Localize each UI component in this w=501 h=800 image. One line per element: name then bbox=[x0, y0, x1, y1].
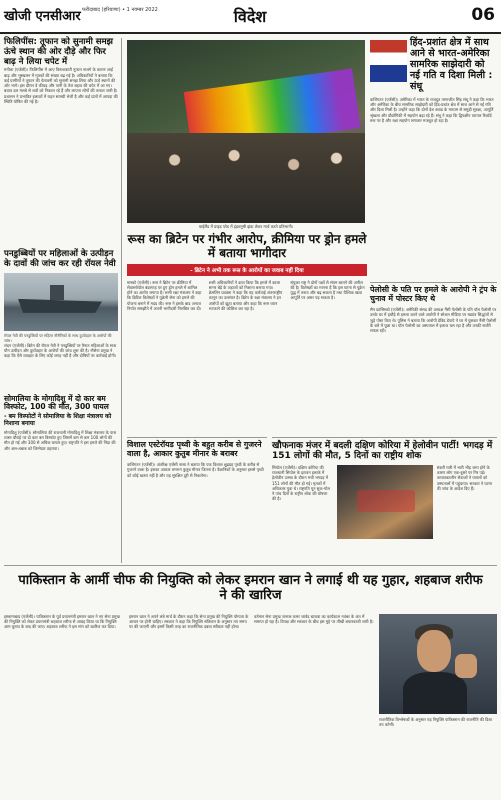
submarine-tower bbox=[50, 285, 64, 300]
pakistan-col-4: राजनीतिक विश्लेषकों के अनुसार यह नियुक्ति पाकिस्तान की राजनीति की दिशा तय करेगी। bbox=[379, 716, 493, 728]
pakistan-story bbox=[4, 568, 497, 796]
pelosi-headline: पेलोसी के पति पर हमले के आरोपी ने ट्रंप के चुनाव में पोस्टर किए थे bbox=[370, 285, 497, 303]
korea-headline: खौफनाक मंजर में बदली दक्षिण कोरिया में हेलोवीन पार्टी! भगदड़ में 151 लोगों की मौत, 5 दिनों का राष्ट्रीय शोक bbox=[272, 441, 493, 462]
korea-story bbox=[272, 437, 497, 567]
india-us-body: वाशिंगटन (एजेंसी)। अमेरिका में भारत के राजदूत तरणजीत सिंह संधू ने कहा कि भारत और अमेरिका के बीच सामरिक साझेदारी को हिंद-प्रशांत क्षेत्र में साथ आने से नई गति और दिशा मिली है। उन्होंने कहा कि दोनों देश क्वाड के माध्यम से समुद्री सुरक्षा, आपूर्ति श्रृंखला और प्रौद्योगिकी में सहयोग बढ़ा रहे हैं। संधू ने कहा कि द्विपक्षीय व्यापार रिकॉर्ड स्तर पर है और रक्षा सहयोग लगातार मजबूत हो रहा है। bbox=[370, 96, 494, 123]
submarine-hull bbox=[18, 299, 102, 313]
photo-hand bbox=[455, 654, 477, 678]
photo-caption: थाईलैंड में प्राइड परेड में इंद्रधनुषी झंडा लेकर मार्च करते प्रतिभागी। bbox=[198, 224, 294, 229]
asteroid-headline: विशाल एस्टेरॉयड पृथ्वी के बहुत करीब से गुजरने वाला है, आकार कुतुब मीनार के बराबर bbox=[127, 440, 262, 458]
right-column-story bbox=[370, 38, 497, 278]
russia-col-1: मास्को (एजेंसी)। रूस ने ब्रिटेन पर क्रीमिया में सेवास्तोपोल बंदरगाह पर हुए ड्रोन हमले में शामिल होने का आरोप लगाया है। रूसी रक्षा मंत्रालय ने कहा कि ब्रिटिश विशेषज्ञों ने यूक्रेनी सेना को हमले की योजना बनाने में मदद की। रूस ने इसके बाद अनाज निर्यात समझौते में अपनी भागीदारी निलंबित कर दी। bbox=[127, 279, 202, 312]
korea-photo bbox=[337, 465, 433, 539]
korea-body-2: संकरी गली में भारी भीड़ जमा होने के कारण लोग एक-दूसरे पर गिर पड़े। आपातकालीन सेवाओं ने घायलों को अस्पतालों में पहुंचाया। सरकार ने घटना की जांच के आदेश दिए हैं। bbox=[436, 464, 492, 491]
pride-parade-photo bbox=[127, 40, 365, 223]
masthead bbox=[0, 0, 501, 34]
pakistan-col-1: इस्लामाबाद (एजेंसी)। पाकिस्तान के पूर्व प्रधानमंत्री इमरान खान ने नए सेना प्रमुख की नियुक्ति को लेकर प्रधानमंत्री शहबाज शरीफ से आग्रह किया था कि नियुक्ति आम चुनाव के बाद की जाए। शहबाज शरीफ ने इस मांग को खारिज कर दिया। bbox=[4, 613, 120, 630]
pakistan-col-2: इमरान खान ने अपने लंबे मार्च के दौरान कहा कि सेना प्रमुख की नियुक्ति योग्यता के आधार पर होनी चाहिए। सरकार ने कहा कि नियुक्ति संविधान के अनुसार तय समय पर की जाएगी और इसमें किसी तरह का राजनीतिक दबाव स्वीकार नहीं होगा। bbox=[129, 613, 249, 630]
asteroid-story bbox=[127, 437, 267, 567]
newspaper-logo: खोजी एनसीआर bbox=[4, 9, 81, 24]
navy-headline: पनडुब्बियों पर महिलाओं के उत्पीड़न के दावों की जांच कर रही रॉयल नेवी bbox=[4, 249, 116, 270]
crowd bbox=[127, 133, 365, 223]
pakistan-body bbox=[4, 614, 497, 794]
pakistan-col-3: वर्तमान सेना प्रमुख जनरल कमर जावेद बाजवा का कार्यकाल नवंबर के अंत में समाप्त हो रहा है। विपक्ष और सरकार के बीच इस मुद्दे पर तीखी बयानबाजी जारी है। bbox=[254, 613, 374, 625]
asteroid-body: वाशिंगटन (एजेंसी)। अंतरिक्ष एजेंसी नासा ने बताया कि एक विशाल क्षुद्रग्रह पृथ्वी के करीब से गुजरने वाला है। इसका आकार लगभग कुतुब मीनार जितना है। वैज्ञानिकों के अनुसार इससे पृथ्वी को कोई खतरा नहीं है और यह सुरक्षित दूरी से निकलेगा। bbox=[127, 461, 264, 478]
pelosi-body: सैन फ्रांसिस्को (एजेंसी)। अमेरिकी संसद की अध्यक्ष नैंसी पेलोसी के पति पॉल पेलोसी पर उनके घर में हथौड़े से हमला करने वाले आरोपी ने सोशल मीडिया पर षड्यंत्र सिद्धांतों से जुड़े पोस्ट किए थे। पुलिस ने बताया कि आरोपी डेविड डेपापे ने घर में घुसकर नैंसी पेलोसी के बारे में पूछा था। पॉल पेलोसी का अस्पताल में इलाज चल रहा है और उनकी सर्जरी सफल रही। bbox=[370, 306, 497, 334]
page-number: 06 bbox=[471, 5, 495, 25]
divider bbox=[4, 565, 497, 566]
pakistan-photo-col bbox=[379, 614, 497, 794]
india-us-headline-text: हिंद-प्रशांत क्षेत्र में साथ आने से भारत-अमेरिका सामरिक साझेदारी को नई गति व दिशा मिली : संधू bbox=[410, 37, 493, 92]
russia-headline: रूस का ब्रिटेन पर गंभीर आरोप, क्रीमिया पर ड्रोन हमले में बताया भागीदार bbox=[127, 232, 367, 260]
pakistan-headline: पाकिस्तान के आर्मी चीफ की नियुक्ति को लेकर इमरान खान ने लगाई थी यह गुहार, शहबाज शरीफ ने की खारिज bbox=[18, 573, 483, 603]
korea-row bbox=[272, 465, 497, 560]
submarine-caption: रॉयल नेवी की पनडुब्बियों पर महिला नौसैनिकों के साथ दुर्व्यवहार के आरोपों की जांच। bbox=[4, 332, 112, 343]
india-us-headline bbox=[370, 38, 497, 93]
russia-subhead: - ब्रिटेन ने अभी तक रूस के आरोपों का जवाब नहीं दिया bbox=[127, 264, 367, 276]
flag-thumbnail bbox=[370, 40, 407, 82]
lead-body: मनीला (एजेंसी)। फिलिपींस में आए विनाशकारी तूफान नालगे के कारण आई बाढ़ और भूस्खलन में मृतकों की संख्या बढ़ गई है। अधिकारियों ने बताया कि कई ग्रामीणों ने तूफान की चेतावनी को सुनामी समझ लिया और ऊंचे स्थानों की ओर भागे। इस दौरान वे कीचड़ और पानी के तेज बहाव की चपेट में आ गए। बचाव दल मलबे से शवों को निकाल रहे हैं और लापता लोगों की तलाश जारी है। प्रशासन ने प्रभावित इलाकों में राहत सामग्री भेजी है और कई प्रांतों में आपदा की स्थिति घोषित की गई है। bbox=[4, 67, 118, 105]
somalia-subhead: - बम विस्फोटों ने सोमालिया के शिक्षा मंत्रालय को निशाना बनाया bbox=[4, 413, 112, 427]
lead-headline: फिलिपींस: तूफान को सुनामी समझ ऊंचे स्थान की ओर दौड़े और फिर बाढ़ ने लिया चपेट में bbox=[4, 37, 113, 67]
photo-face bbox=[417, 630, 451, 672]
navy-body: लंदन (एजेंसी)। ब्रिटेन की रॉयल नेवी ने पनडुब्बियों पर तैनात महिलाओं के साथ यौन उत्पीड़न और दुर्व्यवहार के आरोपों की जांच शुरू की है। नौसेना प्रमुख ने कहा कि ऐसे व्यवहार के लिए कोई जगह नहीं है और दोषियों पर कार्रवाई होगी। bbox=[4, 342, 117, 359]
russia-col-3: संयुक्त राष्ट्र ने दोनों पक्षों से संयम बरतने की अपील की है। विशेषज्ञों का मानना है कि इस घटना से यूक्रेन युद्ध में तनाव और बढ़ सकता है तथा वैश्विक खाद्य आपूर्ति पर असर पड़ सकता है। bbox=[290, 279, 365, 301]
left-column bbox=[4, 38, 122, 563]
somalia-body: मोगादिशु (एजेंसी)। सोमालिया की राजधानी मोगादिशु में शिक्षा मंत्रालय के पास व्यस्त चौराहे पर दो कार बम विस्फोट हुए जिसमें कम से कम 100 लोगों की मौत हो गई और 300 से अधिक घायल हुए। राष्ट्रपति ने इस हमले की निंदा की और अल-शबाब को जिम्मेदार ठहराया। bbox=[4, 429, 117, 451]
section-title: विदेश bbox=[233, 7, 267, 26]
russia-col-2: रूसी अधिकारियों ने दावा किया कि हमले में काला सागर बेड़े के जहाजों को निशाना बनाया गया। क्रेमलिन प्रवक्ता ने कहा कि यह कार्रवाई अंतरराष्ट्रीय कानून का उल्लंघन है। ब्रिटेन के रक्षा मंत्रालय ने इन आरोपों को झूठा बताया और कहा कि रूस ध्यान भटकाने की कोशिश कर रहा है। bbox=[208, 279, 283, 312]
korea-body: सियोल (एजेंसी)। दक्षिण कोरिया की राजधानी सियोल के इटावन इलाके में हेलोवीन उत्सव के दौरान मची भगदड़ में 151 लोगों की मौत हो गई। मृतकों में अधिकतर युवा थे। राष्ट्रपति यून सुक-योल ने पांच दिनों के राष्ट्रीय शोक की घोषणा की है। bbox=[272, 464, 330, 502]
submarine-photo bbox=[4, 273, 118, 331]
imran-khan-photo bbox=[379, 614, 497, 714]
photo-body bbox=[403, 672, 467, 714]
somalia-headline: सोमालिया के मोगादिशु में दो कार बम विस्फोट, 100 की मौत, 300 घायल bbox=[4, 393, 109, 412]
dateline: फरीदाबाद (हरियाणा) • 1 नवम्बर 2022 bbox=[82, 7, 158, 13]
russia-story bbox=[127, 233, 367, 470]
